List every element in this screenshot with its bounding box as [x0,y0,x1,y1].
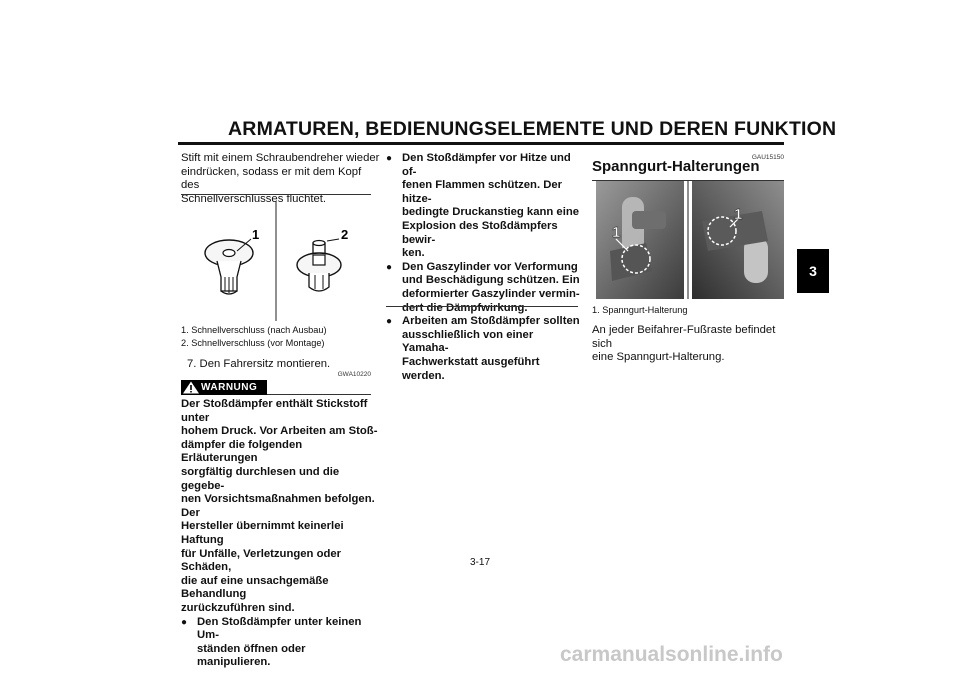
bullet-line: ständen öffnen oder manipulieren. [197,642,306,669]
intro-line: Schnellverschlusses fluchtet. [181,192,327,205]
strap-holder-photos [592,181,784,299]
warning-line: sorgfältig durchlesen und die gegebe- [181,465,340,492]
fastener-illustration [181,195,371,323]
section-heading: Spanngurt-Halterungen [592,158,760,175]
bullet-dot-icon: ● [386,153,393,164]
body-line: eine Spanngurt-Halterung. [592,351,725,364]
warning-bullet [386,152,581,261]
header-rule [178,142,784,145]
bullet-line: Fachwerkstatt ausgeführt werden. [402,355,540,382]
bullet-line: Arbeiten am Stoßdämpfer sollten [402,315,580,328]
bullet-line: Explosion des Stoßdämpfers bewir- [402,219,558,246]
intro-line: eindrücken, sodass er mit dem Kopf des [181,165,362,192]
photo-label-right: 1 [734,206,743,223]
fastener-removed-drawing [205,239,253,294]
warning-line: Hersteller übernimmt keinerlei Haftung [181,520,344,546]
bullet-line: Den Gaszylinder vor Verformung [402,260,578,273]
warning-code: GWA10220 [337,371,371,378]
warning-badge [181,380,267,395]
warning-line: zurückzuführen sind. [181,601,295,614]
warning-rule [267,394,371,395]
warning-line: für Unfälle, Verletzungen oder Schäden, [181,547,342,574]
page-title: ARMATUREN, BEDIENUNGSELEMENTE UND DEREN FUNKTION [228,118,837,140]
warning-line: nen Vorsichtsmaßnahmen befolgen. Der [181,493,375,519]
bullet-dot-icon: ● [181,616,188,628]
intro-line: Stift mit einem Schraubendreher wieder [181,152,380,164]
warning-label: WARNUNG [201,382,258,393]
fastener-installation-drawing [297,239,341,291]
bullet-line: bedingte Druckanstieg kann eine [402,206,580,219]
chapter-tab: 3 [797,249,829,293]
caption-line: 2. Schnellverschluss (vor Montage) [181,337,325,348]
warning-triangle-icon [181,380,201,395]
warning-line: Der Stoßdämpfer enthält Stickstoff unter [181,398,368,424]
bullet-line: dert die Dämpfwirkung. [402,301,528,314]
warning-line: die auf eine unsachgemäße Behandlung [181,574,329,601]
figure-captions [181,324,376,349]
fastener-figure [181,194,371,323]
warning-continued [386,152,581,383]
bullet-dot-icon: ● [386,261,393,273]
bullet-dot-icon: ● [386,316,393,328]
section-body [592,324,792,365]
page-number: 3-17 [469,557,490,568]
body-line: An jeder Beifahrer-Fußraste befindet sich [592,324,776,350]
figure-label-2: 2 [341,227,349,242]
watermark: carmanualsonline.info [560,643,783,666]
bullet-line: Den Stoßdämpfer vor Hitze und of- [402,152,571,178]
photo-label-left: 1 [612,224,621,241]
warning-bullet [386,315,581,383]
bullet-line: fenen Flammen schützen. Der hitze- [402,179,563,205]
warning-line: hohem Druck. Vor Arbeiten am Stoß- [181,425,378,438]
strap-holder-figure [592,181,784,299]
figure-label-1: 1 [252,227,260,242]
caption-line: 1. Schnellverschluss (nach Ausbau) [181,325,327,335]
warning-end-rule [386,306,578,307]
bullet-line: Den Stoßdämpfer unter keinen Um- [197,615,362,642]
bullet-line: ausschließlich von einer Yamaha- [402,328,534,355]
photo-caption: 1. Spanngurt-Halterung [592,305,688,315]
warning-bullet [181,616,381,670]
warning-line: dämpfer die folgenden Erläuterungen [181,438,303,465]
bullet-line: deformierter Gaszylinder vermin- [402,287,580,300]
bullet-line: ken. [402,247,425,260]
bullet-line: und Beschädigung schützen. Ein [402,274,580,287]
section-code: GAU15150 [751,154,784,161]
warning-text [181,398,381,670]
step-7: 7. Den Fahrersitz montieren. [187,358,331,370]
